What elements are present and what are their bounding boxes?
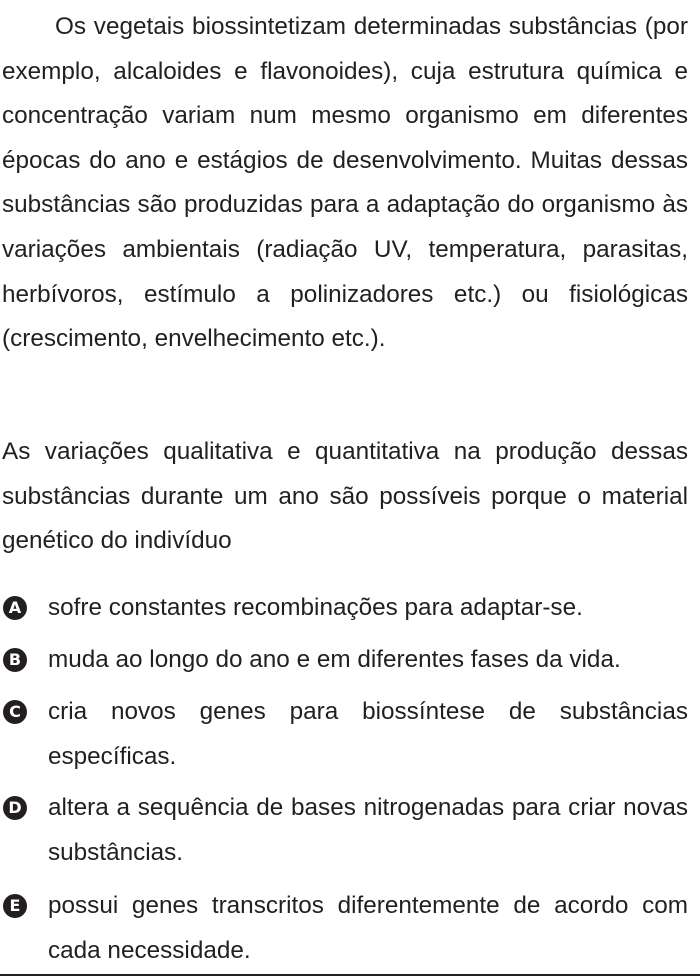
question-stem: As variações qualitativa e quantitativa na produção dessas substâncias durante um ano são possíveis porque o material genético do indivíduo: [2, 438, 688, 555]
option-letter-badge-e: E: [3, 894, 27, 918]
context-paragraph: Os vegetais biossintetizam determinadas substâncias (por exemplo, alcaloides e flavonoides), cuja estrutura química e concentração variam num mesmo organismo em diferentes épocas do ano e estágios de desenvolvimento. Muitas dessas substâncias são produzidas para a adaptação do organismo às variações ambientais (radiação UV, temperatura, parasitas, herbívoros, estímulo a polinizadores etc.) ou fisiológicas (crescimento, envelhecimento etc.).: [2, 13, 688, 353]
option-text-e: possui genes transcritos diferentemente de acordo com cada necessidade.: [48, 892, 688, 964]
option-text-d: altera a sequência de bases nitrogenadas para criar novas substâncias.: [48, 794, 688, 866]
option-letter-badge-b: B: [3, 648, 27, 672]
option-letter-badge-a: A: [3, 596, 27, 620]
bottom-divider: [0, 974, 700, 976]
option-text-a: sofre constantes recombinações para adaptar-se.: [48, 594, 583, 621]
option-letter-badge-c: C: [3, 700, 27, 724]
option-text-b: muda ao longo do ano e em diferentes fases da vida.: [48, 646, 621, 673]
option-text-c: cria novos genes para biossíntese de substâncias específicas.: [48, 698, 688, 770]
option-letter-badge-d: D: [3, 796, 27, 820]
